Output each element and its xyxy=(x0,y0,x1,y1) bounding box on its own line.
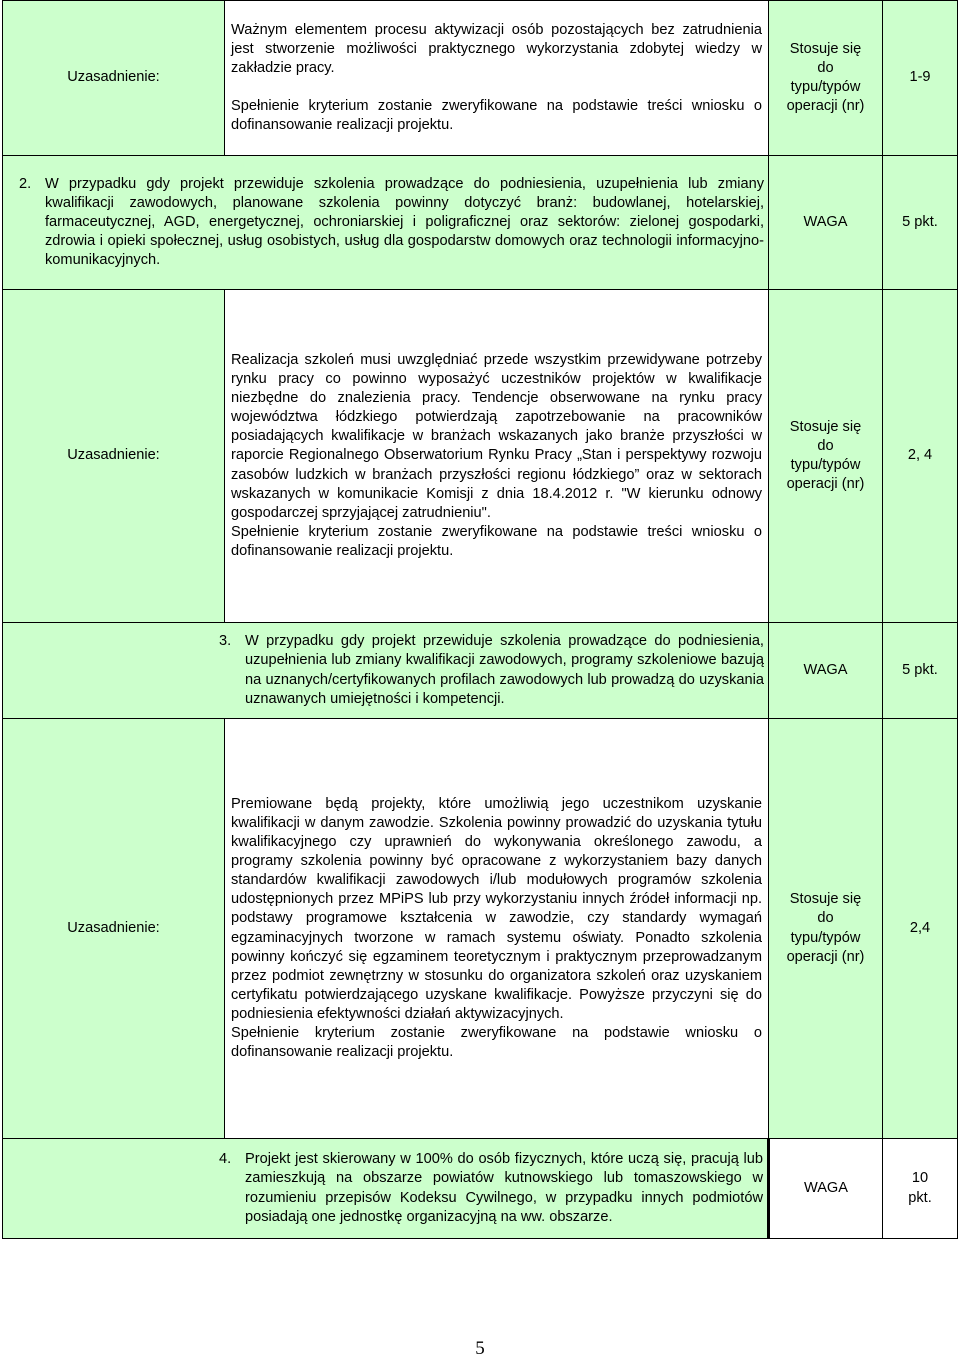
justification-paragraph: Spełnienie kryterium zostanie zweryfikowane na podstawie wniosku o dofinansowanie realizacji projektu. xyxy=(231,1024,762,1061)
justification-text xyxy=(225,1,769,156)
criteria-table-wrapper xyxy=(2,0,957,1239)
justification-paragraph: Realizacja szkoleń musi uwzględniać przede wszystkim przewidywane potrzeby rynku pracy co powinno wyposażyć uczestników projektów w kwalifikacje niezbędne do znalezienia pracy. Tendencje obserwowane na rynku pracy województwa łódzkiego potwierdzają zapotrzebowanie na pracowników posiadających kwalifikacje w branżach wskazanych jako branże przyszłości w raporcie Regionalnego Obserwatorium Rynku Pracy „Stan i perspektywy rozwoju zasobów ludzkich w branżach przyszłości regionu łódzkiego” oraz w sektorach wskazanych w komunikacie Komisji z dnia 18.4.2012 r. "W kierunku odnowy gospodarczej sprzyjającej zatrudnieniu". xyxy=(231,351,762,521)
justification-row-2 xyxy=(3,290,958,623)
points-value: 5 pkt. xyxy=(883,156,958,290)
applies-line: operacji (nr) xyxy=(786,476,865,493)
points-value: 5 pkt. xyxy=(883,623,958,719)
justification-paragraph: Ważnym elementem procesu aktywizacji osób pozostających bez zatrudnienia jest stworzenie możliwości praktycznego wykorzystania zdobytej wiedzy w zakładzie pracy. xyxy=(231,21,762,76)
applies-to-cell xyxy=(769,1,883,156)
applies-line: operacji (nr) xyxy=(786,98,865,115)
justification-paragraph: Spełnienie kryterium zostanie zweryfikowane na podstawie treści wniosku o dofinansowanie realizacji projektu. xyxy=(231,98,762,134)
criterion-number: 4. xyxy=(219,1151,232,1168)
criterion-row-3 xyxy=(3,623,958,719)
points-unit: pkt. xyxy=(908,1189,932,1206)
operation-types-value: 2,4 xyxy=(883,719,958,1139)
criterion-row-4 xyxy=(3,1139,958,1239)
justification-paragraph: Spełnienie kryterium zostanie zweryfikowane na podstawie treści wniosku o dofinansowanie realizacji projektu. xyxy=(231,523,762,559)
criterion-text xyxy=(3,1139,769,1239)
applies-line: typu/typów xyxy=(790,457,861,473)
criterion-number: 3. xyxy=(219,633,232,650)
applies-line: Stosuje się xyxy=(789,418,862,435)
criterion-number: 2. xyxy=(19,175,32,192)
criterion-body: Projekt jest skierowany w 100% do osób fizycznych, które uczą się, pracują lub zamieszkują na obszarze powiatów kutnowskiego lub tomaszowskiego w rozumieniu przepisów Kodeksu Cywilnego, w przypadku innych podmiotów posiadają one jednostkę organizacyjną na ww. obszarze. xyxy=(245,1151,763,1225)
justification-label: Uzasadnienie: xyxy=(3,719,225,1139)
criterion-row-2 xyxy=(3,156,958,290)
criterion-text xyxy=(3,623,769,719)
applies-line: operacji (nr) xyxy=(786,948,865,965)
justification-row-3 xyxy=(3,719,958,1139)
justification-text xyxy=(225,719,769,1139)
applies-line: typu/typów xyxy=(790,929,861,946)
justification-row-1 xyxy=(3,1,958,156)
criteria-table xyxy=(2,0,958,1239)
justification-text xyxy=(225,290,769,623)
weight-label xyxy=(769,1139,883,1239)
applies-to-cell xyxy=(769,290,883,623)
applies-line: Stosuje się xyxy=(789,891,862,908)
applies-to-cell xyxy=(769,719,883,1139)
applies-line: do xyxy=(817,910,834,927)
weight-label: WAGA xyxy=(769,156,883,290)
page-number: 5 xyxy=(475,1338,485,1359)
applies-line: do xyxy=(817,59,834,76)
criterion-body: W przypadku gdy projekt przewiduje szkolenia prowadzące do podniesienia, uzupełnienia lub zmiany kwalifikacji zawodowych, programy szkoleniowe bazują na uznanych/certyfikowanych profilach zawodowych lub prowadzą do uzyskania uznawanych umiejętności i kompetencji. xyxy=(245,633,764,707)
points-number: 10 xyxy=(911,1170,929,1187)
points-value xyxy=(883,1139,958,1239)
operation-types-value: 1-9 xyxy=(883,1,958,156)
justification-paragraph: Premiowane będą projekty, które umożliwią jego uczestnikom uzyskanie kwalifikacji w danym zawodzie. Szkolenia powinny prowadzić do uzyskania tytułu kwalifikacyjnego czy uprawnień do wykonywania określonego zawodu, a programy szkolenia powinny być opracowane z wykorzystaniem bazy danych standardów kwalifikacji zawodowych i/lub modułowych programów szkolenia udostępnionych przez MPiPS lub przy wykorzystaniu innych źródeł informacji np. podstawy programowe kształcenia w zawodzie, czy standardy wymagań egzaminacyjnych tworzone w ramach systemu oświaty. Ponadto szkolenia powinny kończyć się egzaminem teoretycznym i praktycznym przeprowadzanym przez podmiot zewnętrzny w stosunku do organizatora szkoleń oraz uzyskaniem certyfikatu potwierdzającego uzyskane kwalifikacje. Powyższe przyczyni się do podniesienia efektywności działań aktywizacyjnych. xyxy=(231,795,762,1022)
applies-line: Stosuje się xyxy=(789,40,862,57)
justification-label: Uzasadnienie: xyxy=(3,290,225,623)
applies-line: typu/typów xyxy=(790,79,861,95)
operation-types-value: 2, 4 xyxy=(883,290,958,623)
applies-line: do xyxy=(817,437,834,454)
criterion-body: W przypadku gdy projekt przewiduje szkolenia prowadzące do podniesienia, uzupełnienia lub zmiany kwalifikacji zawodowych, planowane szkolenia powinny dotyczyć branż: budowlanej, hotelarskiej, farmaceutycznej, AGD, energetycznej, ochroniarskiej i poligraficznej oraz sektorów: zielonej gospodarki, zdrowia i opieki społecznej, usług osobistych, usług dla gospodarstw domowych oraz technologii informacyjno- komunikacyjnych. xyxy=(45,175,764,269)
weight-label: WAGA xyxy=(769,623,883,719)
weight-text: WAGA xyxy=(803,1179,849,1196)
justification-label: Uzasadnienie: xyxy=(3,1,225,156)
criterion-text xyxy=(3,156,769,290)
